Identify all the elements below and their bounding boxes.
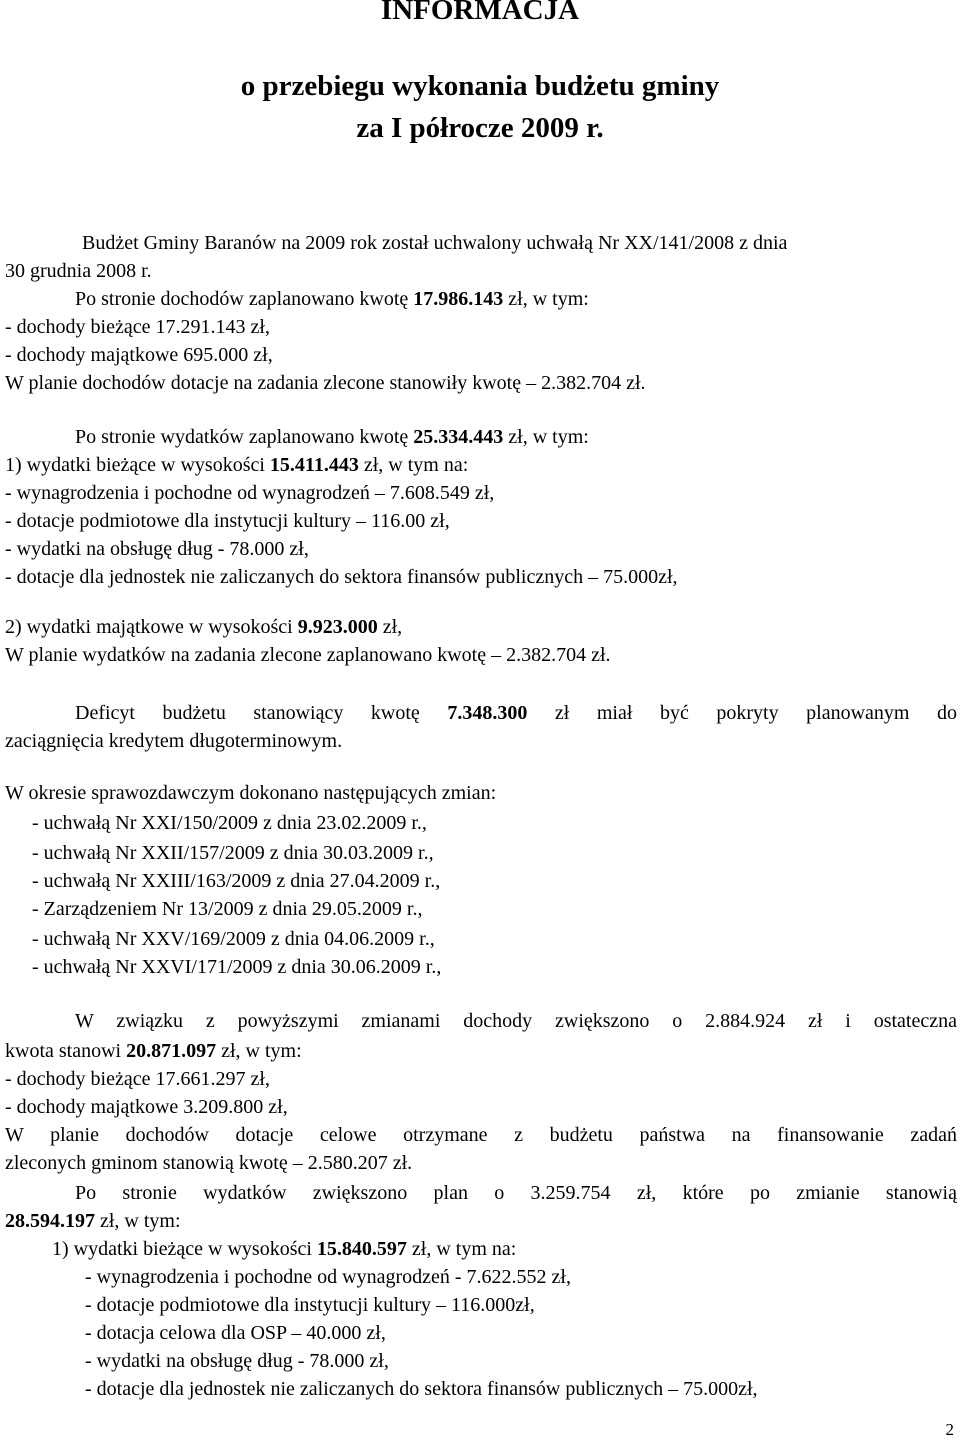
text-segment: 1) wydatki bieżące w wysokości xyxy=(52,1238,317,1260)
text-segment: zł, w tym na: xyxy=(406,1238,517,1260)
text-segment: zł, w tym na: xyxy=(358,454,469,476)
document-title: INFORMACJA xyxy=(380,0,580,26)
planned-expenses-line xyxy=(75,424,589,450)
text-segment: zł, w tym: xyxy=(216,1040,302,1062)
list-item: - wynagrodzenia i pochodne od wynagrodzeń – 7.608.549 zł, xyxy=(5,482,495,504)
list-item: - wynagrodzenia i pochodne od wynagrodzeń - 7.622.552 zł, xyxy=(85,1266,571,1288)
text-segment: zł, xyxy=(377,616,403,638)
text-segment: Deficyt budżetu stanowiący kwotę xyxy=(75,702,448,724)
list-item: - dotacje dla jednostek nie zaliczanych do sektora finansów publicznych – 75.000zł, xyxy=(85,1378,758,1400)
budget-adoption-date: 30 grudnia 2008 r. xyxy=(5,260,152,282)
list-item: - Zarządzeniem Nr 13/2009 z dnia 29.05.2009 r., xyxy=(32,898,423,920)
amount: 9.923.000 xyxy=(297,616,378,638)
income-increase-line: W związku z powyższymi zmianami dochody zwiększono o 2.884.924 zł i ostateczna xyxy=(75,1010,957,1032)
text-segment: Po stronie dochodów zaplanowano kwotę xyxy=(75,288,414,310)
text-segment: kwota stanowi xyxy=(5,1040,127,1062)
amount: 25.334.443 xyxy=(413,426,504,448)
list-item: - uchwałą Nr XXIII/163/2009 z dnia 27.04.2009 r., xyxy=(32,870,441,892)
final-expenses-line xyxy=(5,1208,181,1234)
list-item: - dochody bieżące 17.661.297 zł, xyxy=(5,1068,270,1090)
amount: 15.411.443 xyxy=(269,454,359,476)
list-item: - wydatki na obsługę dług - 78.000 zł, xyxy=(85,1350,389,1372)
commissioned-expenses-line: W planie wydatków na zadania zlecone zaplanowano kwotę – 2.382.704 zł. xyxy=(5,644,611,666)
deficit-line xyxy=(75,700,957,726)
budget-adoption-line: Budżet Gminy Baranów na 2009 rok został uchwalony uchwałą Nr XX/141/2008 z dnia xyxy=(82,232,788,254)
document-subtitle-period: za I półrocze 2009 r. xyxy=(356,112,604,144)
planned-income-line xyxy=(75,286,589,312)
document-subtitle: o przebiegu wykonania budżetu gminy xyxy=(240,70,720,102)
amount: 7.348.300 xyxy=(447,702,528,724)
changes-intro: W okresie sprawozdawczym dokonano następujących zmian: xyxy=(5,782,497,804)
text-segment: zł miał być pokryty planowanym do xyxy=(527,702,957,724)
text-segment: 1) wydatki bieżące w wysokości xyxy=(5,454,270,476)
list-item: - uchwałą Nr XXII/157/2009 z dnia 30.03.2009 r., xyxy=(32,842,434,864)
list-item: - wydatki na obsługę dług - 78.000 zł, xyxy=(5,538,309,560)
final-current-expenses-line xyxy=(52,1236,516,1262)
list-item: - dochody majątkowe 3.209.800 zł, xyxy=(5,1096,288,1118)
amount: 20.871.097 xyxy=(126,1040,217,1062)
amount: 15.840.597 xyxy=(316,1238,407,1260)
amount: 17.986.143 xyxy=(413,288,504,310)
amount: 28.594.197 xyxy=(5,1210,95,1232)
current-expenses-line xyxy=(5,452,468,478)
list-item: - uchwałą Nr XXI/150/2009 z dnia 23.02.2009 r., xyxy=(32,812,427,834)
list-item: - dotacja celowa dla OSP – 40.000 zł, xyxy=(85,1322,386,1344)
final-income-line xyxy=(5,1038,302,1064)
text-segment: zł, w tym: xyxy=(95,1210,181,1232)
capital-income-line: - dochody majątkowe 695.000 zł, xyxy=(5,344,273,366)
expenses-increase-line: Po stronie wydatków zwiększono plan o 3.259.754 zł, które po zmianie stanowią xyxy=(75,1182,957,1204)
text-segment: zł, w tym: xyxy=(503,426,589,448)
list-item: - dotacje podmiotowe dla instytucji kultury – 116.000zł, xyxy=(85,1294,535,1316)
targeted-grants-line: W planie dochodów dotacje celowe otrzymane z budżetu państwa na finansowanie zadań xyxy=(5,1124,957,1146)
targeted-grants-line-cont: zleconych gminom stanowią kwotę – 2.580.207 zł. xyxy=(5,1152,413,1174)
deficit-line-cont: zaciągnięcia kredytem długoterminowym. xyxy=(5,730,343,752)
text-segment: zł, w tym: xyxy=(503,288,589,310)
list-item: - uchwałą Nr XXVI/171/2009 z dnia 30.06.2009 r., xyxy=(32,956,442,978)
list-item: - dotacje dla jednostek nie zaliczanych do sektora finansów publicznych – 75.000zł, xyxy=(5,566,678,588)
commissioned-grants-line: W planie dochodów dotacje na zadania zlecone stanowiły kwotę – 2.382.704 zł. xyxy=(5,372,646,394)
page-number: 2 xyxy=(945,1420,954,1439)
list-item: - uchwałą Nr XXV/169/2009 z dnia 04.06.2009 r., xyxy=(32,928,435,950)
current-income-line: - dochody bieżące 17.291.143 zł, xyxy=(5,316,270,338)
text-segment: 2) wydatki majątkowe w wysokości xyxy=(5,616,298,638)
capital-expenses-line xyxy=(5,614,402,640)
list-item: - dotacje podmiotowe dla instytucji kultury – 116.00 zł, xyxy=(5,510,450,532)
text-segment: Po stronie wydatków zaplanowano kwotę xyxy=(75,426,414,448)
